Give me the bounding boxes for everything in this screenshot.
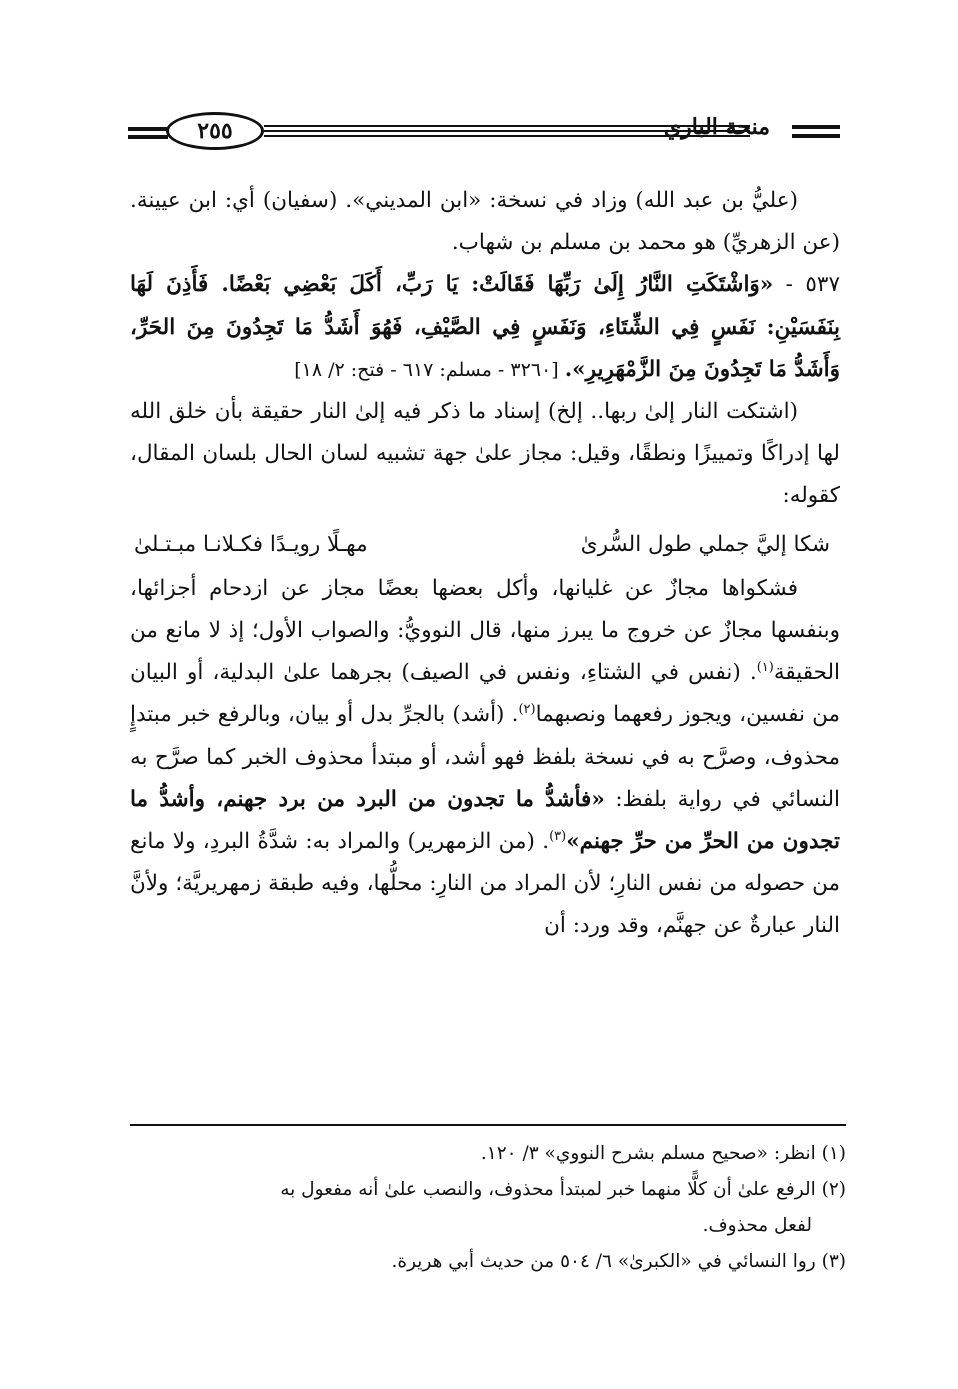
- header-rule-right: [792, 125, 840, 129]
- header-rule-right: [792, 134, 840, 138]
- paragraph: (اشتكت النار إلىٰ ربها.. إلخ) إسناد ما ذكر فيه إلىٰ النار حقيقة بأن خلق الله لها إدراكًا وتمييزًا ونطقًا، وقيل: مجاز علىٰ جهة تشبيه لسان الحال بلسان المقال، كقوله:: [130, 399, 840, 509]
- paragraph: (عليُّ بن عبد الله) وزاد في نسخة: «ابن المديني». (سفيان) أي: ابن عيينة. (عن الزهريِّ) هو محمد بن مسلم بن شهاب.: [130, 188, 840, 256]
- footnote-marker[interactable]: (١): [756, 660, 774, 676]
- quoted-narration: «فأشدُّ ما تجدون من البرد من برد جهنم، وأشدُّ ما تجدون من الحرِّ من حرِّ جهنم»: [130, 786, 840, 855]
- hadith-text: «وَاشْتَكَتِ النَّارُ إِلَىٰ رَبِّهَا فَقَالَتْ: يَا رَبِّ، أَكَلَ بَعْضِي بَعْضًا. فَأَذِنَ لَهَا بِنَفَسَيْنِ: نَفَسٍ فِي الشِّتَاءِ، وَنَفَسٍ فِي الصَّيْفِ، فَهُوَ أَشَدُّ مَا تَجِدُونَ مِنَ الحَرِّ، وَأَشَدُّ مَا تَجِدُونَ مِنَ الزَّمْهَرِيرِ».: [130, 272, 840, 382]
- header-rule-left: [128, 127, 168, 131]
- hadith-paragraph: [130, 264, 840, 391]
- footnote: (١) انظر: «صحيح مسلم بشرح النووي» ٣/ ١٢٠.: [480, 1143, 846, 1164]
- poetry-verse: [130, 524, 840, 566]
- page-number: ٢٥٥: [166, 112, 264, 150]
- book-title: منحة الباري: [663, 114, 770, 140]
- footnote-marker[interactable]: (٢): [518, 702, 536, 718]
- page-header: [128, 108, 840, 154]
- footnote-continuation: لفعل محذوف.: [702, 1215, 812, 1236]
- verse-second-hemistich: مهـلًا رويـدًا فكـلانـا مبـتـلىٰ: [134, 531, 368, 557]
- footnote: (٢) الرفع علىٰ أن كلًّا منهما خبر لمبتدأ محذوف، والنصب علىٰ أنه مفعول به: [280, 1179, 846, 1200]
- paragraph: [130, 568, 840, 948]
- main-text: [130, 180, 840, 948]
- header-rule-left: [128, 135, 168, 139]
- footnotes: [130, 1136, 846, 1280]
- hadith-number: ٥٣٧ -: [773, 272, 840, 298]
- text-segment: فشكواها مجازٌ عن غليانها، وأكل بعضها بعضًا مجاز عن ازدحام أجزائها، وبنفسها مجازٌ عن خروج ما يبرز منها، قال النوويُّ: والصواب الأول؛ إذ لا مانع من الحقيقة: [130, 575, 840, 686]
- text-segment: . (أشد) بالجرِّ بدل أو بيان، وبالرفع خبر مبتدإٍ محذوف، وصرَّح به في نسخة بلفظ فهو أشد، أو مبتدأ محذوف الخبر كما صرَّح به النسائي في رواية بلفظ:: [130, 702, 840, 812]
- footnote: (٣) روا النسائي في «الكبرىٰ» ٦/ ٥٠٤ من حديث أبي هريرة.: [391, 1251, 846, 1272]
- text-segment: . (نفس في الشتاءِ، ونفس في الصيف) بجرهما علىٰ البدلية، أو البيان من نفسين، ويجوز رفعهما ونصبهما: [130, 660, 841, 728]
- hadith-reference: [٣٢٦٠ - مسلم: ٦١٧ - فتح: ٢/ ١٨]: [294, 358, 565, 381]
- footnote-separator: [130, 1124, 846, 1126]
- verse-first-hemistich: شكا إليَّ جملي طول السُّرىٰ: [580, 531, 830, 557]
- footnote-marker[interactable]: (٣): [549, 828, 567, 844]
- text-segment: . (من الزمهرير) والمراد به: شدَّةُ البردِ، ولا مانع من حصوله من نفس النارِ؛ لأن المراد من النارِ: محلُّها، وفيه طبقة زمهريريَّة؛ ولأنَّ النار عبارةٌ عن جهنَّم، وقد ورد: أن: [130, 829, 840, 939]
